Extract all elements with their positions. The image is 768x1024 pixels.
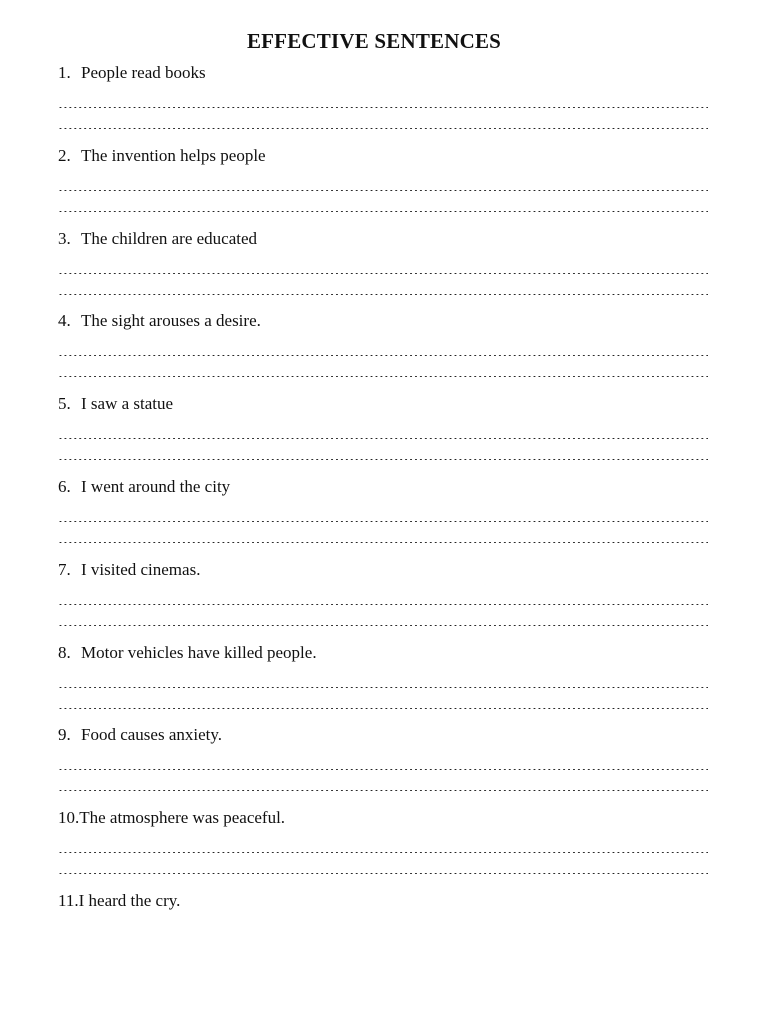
question-number: 1. <box>58 63 71 82</box>
question-number: 3. <box>58 228 71 248</box>
worksheet-title: EFFECTIVE SENTENCES <box>246 29 502 53</box>
question-item <box>58 393 173 415</box>
question-item <box>58 62 206 84</box>
question-item <box>58 642 317 664</box>
question-item <box>58 807 285 829</box>
question-text: The children are educated <box>81 228 258 248</box>
answer-line[interactable] <box>58 446 708 460</box>
answer-line[interactable] <box>58 425 708 439</box>
answer-line[interactable] <box>58 508 708 522</box>
answer-line[interactable] <box>58 115 708 129</box>
question-item <box>58 310 261 332</box>
question-number: 10. <box>58 808 80 828</box>
answer-line[interactable] <box>58 591 708 605</box>
answer-line[interactable] <box>58 674 708 688</box>
answer-line[interactable] <box>58 529 708 543</box>
question-text: The invention helps people <box>81 145 266 165</box>
question-text: Motor vehicles have killed people. <box>81 642 317 662</box>
question-item <box>58 145 266 167</box>
answer-line[interactable] <box>58 281 708 295</box>
question-text: Food causes anxiety. <box>81 725 223 745</box>
question-number: 2. <box>58 145 71 165</box>
answer-line[interactable] <box>58 777 708 791</box>
answer-line[interactable] <box>58 756 708 770</box>
question-text: The sight arouses a desire. <box>81 311 261 331</box>
question-text: I went around the city <box>81 477 231 496</box>
answer-line[interactable] <box>58 839 708 853</box>
question-number: 7. <box>58 559 71 579</box>
answer-line[interactable] <box>58 94 708 108</box>
question-text: People read books <box>81 63 206 82</box>
question-number: 6. <box>58 477 71 496</box>
answer-line[interactable] <box>58 860 708 874</box>
question-number: 4. <box>58 311 71 331</box>
question-item <box>58 559 200 581</box>
question-number: 11. <box>58 891 79 910</box>
question-item <box>58 228 257 250</box>
answer-line[interactable] <box>58 342 708 356</box>
answer-line[interactable] <box>58 260 708 274</box>
answer-line[interactable] <box>58 612 708 626</box>
question-number: 9. <box>58 725 71 745</box>
question-item <box>58 890 180 912</box>
question-number: 5. <box>58 394 71 414</box>
question-text: I visited cinemas. <box>81 559 201 579</box>
answer-line[interactable] <box>58 695 708 709</box>
answer-line[interactable] <box>58 198 708 212</box>
answer-line[interactable] <box>58 363 708 377</box>
question-number: 8. <box>58 642 71 662</box>
question-item <box>58 476 230 498</box>
question-text: I saw a statue <box>81 394 174 414</box>
question-text: I heard the cry. <box>78 891 181 910</box>
answer-line[interactable] <box>58 177 708 191</box>
question-text: The atmosphere was peaceful. <box>79 808 286 828</box>
question-item <box>58 724 222 746</box>
